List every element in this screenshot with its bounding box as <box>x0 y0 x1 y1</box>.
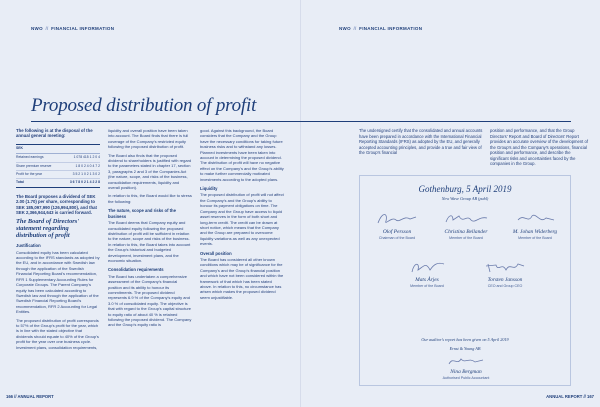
signature-box <box>359 175 571 386</box>
signatory-role: Member of the Board <box>449 236 483 240</box>
body-paragraph: The Board has undertaken a comprehensive assessment of the Company's financial position and its ability to honour its commitments. The proposed dividend represents 6.9 % of the Company's equity and 3.0 % of consolidated equity. The objective is that with regard to the Group's capital structure to equity ratio of about 40 % is retained following the proposed dividend. The Company and the Group's equity ratio is <box>108 273 192 328</box>
row-label: Retained earnings <box>16 155 44 160</box>
row-value: 3 5 2 1 0 2 1 3 0 2 <box>72 172 100 177</box>
signature-block <box>433 210 499 240</box>
table-row <box>16 163 100 171</box>
running-head-subsection: FINANCIAL INFORMATION <box>359 26 423 31</box>
text-column-3 <box>200 128 284 303</box>
signature-block <box>394 258 460 288</box>
row-label: Total <box>16 180 24 185</box>
row-value: 1 8 0 2 4 0 4 7 2 <box>75 163 100 168</box>
running-head-separator: // <box>353 26 357 31</box>
signing-company: New Wave Group AB (publ) <box>441 196 489 201</box>
text-column-2 <box>108 128 192 331</box>
table-row <box>16 171 100 179</box>
body-paragraph: liquidity and overall position have been taken into account. The Board finds that there is full coverage of the Company's restricted equity following the proposed distribution of profit. <box>108 128 189 150</box>
row-label: Profit for the year <box>16 172 43 177</box>
signatory-name: M. Johan Widerberg <box>512 229 558 235</box>
nature-scope-risks-heading: The nature, scope and risks of the business <box>108 208 176 219</box>
running-head-section: NWO <box>339 26 351 31</box>
running-head-subsection: FINANCIAL INFORMATION <box>51 26 115 31</box>
intro-text: The following is at the disposal of the annual general meeting: <box>16 128 93 139</box>
page-footer-left: 166 // ANNUAL REPORT <box>6 394 54 399</box>
signatory-name: Christina Bellander <box>444 229 488 235</box>
row-value: 3 6 7 8 0 2 1 4 2 2 8 <box>69 180 100 185</box>
body-paragraph: The Board deems that Company equity and consolidated equity following the proposed distribution of profit will be sufficient in relation to the nature, scope and risks of the business. In relation to this, the Board takes into account the Group's historical and budgeted development, investment plans, and the economic situation. <box>108 220 191 263</box>
body-paragraph: In relation to this, the Board would like to stress the following: <box>108 193 192 204</box>
signatory-name: Mats Årjes <box>415 277 439 283</box>
auditor-signature-block <box>433 354 499 380</box>
handwritten-signature-icon <box>402 258 452 276</box>
table-total-row <box>16 179 100 187</box>
signature-block <box>502 210 568 240</box>
auditor-name: Nina Bergman <box>450 369 482 375</box>
signatory-role: Member of the Board <box>410 284 444 288</box>
handwritten-signature-icon <box>441 210 491 228</box>
body-paragraph: Consolidated equity has been calculated according to the IFRS standards as adopted by the EU, and in accordance with Swedish law through the application of the Swedish Financial Reporting Board's recommendation, RFR 1 Supplementary Accounting Rules for Corporate Groups. The Parent Company's equity has been calculated according to Swedish law and through the application of the Swedish Financial Reporting Board's recommendation, RFR 2 Accounting for Legal Entities. <box>16 249 100 315</box>
body-paragraph: The Board also finds that the proposed dividend to shareholders is justified with regard to the parameters stated in chapter 17, section 3, paragraphs 2 and 3 of the Companies Act (the nature, scope, and risks of the business, consolidation requirements, liquidity and overall position). <box>108 152 192 191</box>
signing-place-date: Gothenburg, 5 April 2019 <box>418 184 512 194</box>
text-column-1 <box>16 128 100 353</box>
certification-text-1: The undersigned certify that the consolidated and annual accounts have been prepared in accordance with the International Financial Reporting Standards (IFRS) as adopted by the EU, and generally accepted accounting principles, and provide a true and fair view of the Group's financial <box>359 128 483 155</box>
signatory-role: Chairman of the Board <box>378 236 416 240</box>
handwritten-signature-icon <box>441 354 491 368</box>
overall-position-heading: Overall position <box>200 250 232 256</box>
page-title: Proposed distribution of profit <box>31 95 257 116</box>
disposal-table <box>16 144 100 188</box>
signature-block <box>472 258 538 288</box>
row-value: 1 078 415 1 2 0 4 <box>73 155 100 160</box>
audit-report-note: Our auditor's report has been given on 5 April 2019 <box>421 337 509 342</box>
table-header: SEK <box>16 145 100 154</box>
running-head-left <box>31 26 114 31</box>
signatory-name: Torsten Jansson <box>487 277 523 283</box>
handwritten-signature-icon <box>510 210 560 228</box>
body-paragraph: The proposed distribution of profit corresponds to 57% of the Group's profit for the year, which is in line with the stated objective that dividends should equate to 40% of the Group's profit for the year over one business cycle. Investment plans, consolidation requirements, <box>16 317 99 350</box>
page-footer-right: ANNUAL REPORT // 167 <box>546 394 594 399</box>
justification-heading: Justification <box>16 243 41 249</box>
consolidation-heading: Consolidation requirements <box>108 267 164 273</box>
handwritten-signature-icon <box>372 210 422 228</box>
title-rule <box>31 121 571 122</box>
liquidity-heading: Liquidity <box>200 186 218 192</box>
handwritten-signature-icon <box>480 258 530 276</box>
dividend-proposal: The Board proposes a dividend of SEK 2.00 (1.70) per share, corresponding to SEK 185,097,990 (126,994,800), and that SEK 2,366,944,643 is carried forward. <box>16 193 97 216</box>
statement-heading: The Board of Directors' statement regarding distribution of profit <box>16 218 80 239</box>
audit-firm: Ernst & Young AB <box>449 346 481 351</box>
signatory-role: CEO and Group CEO <box>487 284 523 288</box>
row-label: Share premium reserve <box>16 163 52 168</box>
signature-block <box>364 210 430 240</box>
running-head-separator: // <box>45 26 49 31</box>
running-head-right <box>339 26 422 31</box>
body-paragraph: The Board has considered all other known conditions which may be of significance for the Company's and the Group's financial position and which have not been considered within the framework of that which has been stated above. In relation to this, no circumstance has arisen which makes the proposed dividend seem unjustifiable. <box>200 256 284 300</box>
body-paragraph: good. Against this background, the Board considers that the Company and the Group have the necessary conditions for taking future business risks and to withstand any losses. Planned investments have been taken into account in determining the proposed dividend. The distribution of profit will have no negative effect on the Company's and the Group's ability to make further commercially motivated investments according to the adopted plans. <box>200 128 284 182</box>
certification-text-2: position and performance, and that the Group Directors' Report and Board of Directors' Report provides an accurate overview of the development of the Group's and the Company's operations, financial position and performance, and describe the significant risks and uncertainties faced by the companies in the Group. <box>490 128 588 166</box>
signatory-role: Member of the Board <box>518 236 552 240</box>
signatory-name: Olof Persson <box>382 229 412 235</box>
auditor-role: Authorised Public Accountant <box>442 376 490 380</box>
running-head-section: NWO <box>31 26 43 31</box>
table-row <box>16 154 100 162</box>
body-paragraph: The proposed distribution of profit will not affect the Company's and the Group's ability to honour its payment obligations on time. The Company and the Group have access to liquid asset reserves in the form of both short and long-term credit. The credit can be drawn at short notice, which means that the Company and the Group are prepared to overcome liquidity variations as well as any unexpected events. <box>200 192 284 247</box>
